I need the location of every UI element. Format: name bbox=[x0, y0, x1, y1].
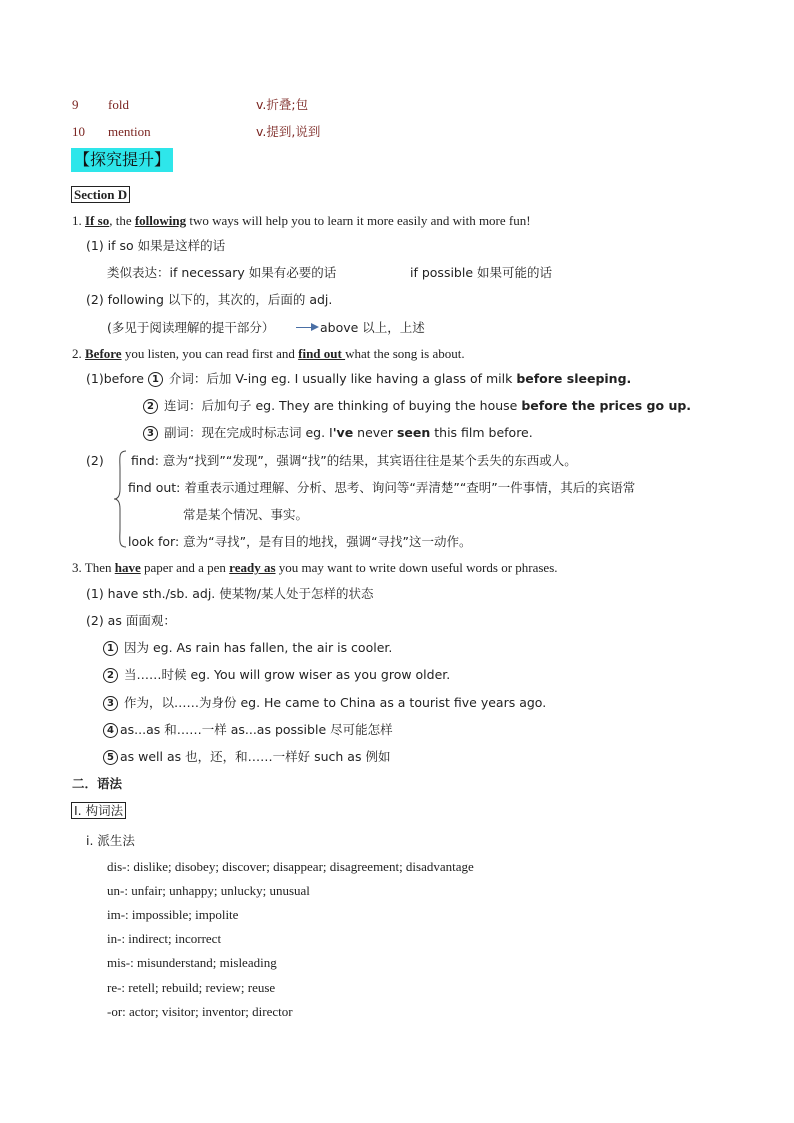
usage-text: 连词：后加句子 eg. They are thinking of buying the house bbox=[160, 398, 522, 413]
circled-number-icon: 3 bbox=[143, 426, 158, 441]
item-2-before-1 bbox=[86, 370, 631, 388]
section-d-box: Section D bbox=[71, 186, 130, 203]
item-2-sub-2-label: (2) bbox=[86, 453, 104, 468]
circled-number-icon: 2 bbox=[143, 399, 158, 414]
prefix-line: re-: retell; rebuild; review; reuse bbox=[107, 980, 276, 995]
arrow-right-icon bbox=[311, 323, 319, 331]
item-2-before-3 bbox=[143, 424, 533, 442]
key-phrase: following bbox=[134, 213, 187, 228]
usage-text: this film before. bbox=[430, 425, 533, 440]
key-phrase: find out bbox=[298, 346, 346, 361]
key-phrase: Before bbox=[85, 346, 122, 361]
vocab-meaning: v.折叠;包 bbox=[256, 97, 309, 112]
example-bold: before the prices go up. bbox=[521, 398, 692, 413]
circled-number-icon: 4 bbox=[103, 723, 118, 738]
as-usage bbox=[103, 748, 390, 766]
section-heading: 【探究提升】 bbox=[71, 148, 173, 172]
vocab-number: 10 bbox=[72, 124, 85, 139]
item-3-sub-2: (2) as 面面观： bbox=[86, 613, 176, 628]
sentence-text: you may want to write down useful words or phrases. bbox=[275, 560, 558, 575]
prefix-line: dis-: dislike; disobey; discover; disappear; disagreement; disadvantage bbox=[107, 859, 474, 874]
item-1-note: (多见于阅读理解的提干部分） bbox=[107, 320, 275, 335]
find-out-definition: find out: 着重表示通过理解、分析、思考、询问等“弄清楚”“查明”一件事情，其后的宾语常 bbox=[128, 480, 636, 495]
key-phrase: have bbox=[114, 560, 141, 575]
left-brace-icon bbox=[112, 449, 128, 549]
example-bold: seen bbox=[396, 425, 431, 440]
circled-number-icon: 5 bbox=[103, 750, 118, 765]
sentence-text: what the song is about. bbox=[345, 346, 465, 361]
item-3-sentence bbox=[72, 559, 558, 577]
item-1-similar-right: if possible 如果可能的话 bbox=[410, 265, 552, 280]
circled-number-icon: 1 bbox=[148, 372, 163, 387]
usage-text: 副词：现在完成时标志词 eg. I bbox=[160, 425, 333, 440]
word-formation-box: I. 构词法 bbox=[71, 802, 126, 819]
example-bold: 've bbox=[332, 425, 354, 440]
circled-number-icon: 1 bbox=[103, 641, 118, 656]
item-1-sub-2: (2) following 以下的，其次的，后面的 adj. bbox=[86, 292, 333, 307]
item-number: 3. bbox=[72, 560, 82, 575]
key-phrase: If so bbox=[85, 213, 110, 228]
prefix-line: mis-: misunderstand; misleading bbox=[107, 955, 277, 970]
vocab-word: mention bbox=[108, 124, 151, 139]
usage-text: 作为，以……为身份 eg. He came to China as a tourist five years ago. bbox=[120, 695, 547, 710]
item-1-note-arrow-text: above 以上，上述 bbox=[320, 320, 425, 335]
item-1-similar-left: 类似表达：if necessary 如果有必要的话 bbox=[107, 265, 337, 280]
derivation-heading: i. 派生法 bbox=[86, 833, 135, 848]
usage-text: 因为 eg. As rain has fallen, the air is cooler. bbox=[120, 640, 393, 655]
item-3-sub-1: (1) have sth./sb. adj. 使某物/某人处于怎样的状态 bbox=[86, 586, 374, 601]
usage-text: as...as 和……一样 as...as possible 尽可能怎样 bbox=[120, 722, 393, 737]
vocab-meaning: v.提到,说到 bbox=[256, 124, 321, 139]
vocab-number: 9 bbox=[72, 97, 79, 112]
sentence-text: you listen, you can read first and bbox=[121, 346, 299, 361]
item-2-sentence bbox=[72, 345, 465, 363]
vocab-word: fold bbox=[108, 97, 129, 112]
sub-label: (1)before bbox=[86, 371, 144, 386]
grammar-heading: 二．语法 bbox=[72, 776, 123, 791]
sentence-text: Then bbox=[84, 560, 115, 575]
sentence-text: two ways will help you to learn it more easily and with more fun! bbox=[186, 213, 531, 228]
sentence-text: , the bbox=[109, 213, 135, 228]
item-1-sentence bbox=[72, 212, 531, 230]
as-usage bbox=[103, 721, 393, 739]
usage-text: as well as 也，还，和……一样好 such as 例如 bbox=[120, 749, 391, 764]
prefix-line: in-: indirect; incorrect bbox=[107, 931, 222, 946]
prefix-line: un-: unfair; unhappy; unlucky; unusual bbox=[107, 883, 310, 898]
find-out-definition-cont: 常是某个情况、事实。 bbox=[183, 507, 309, 522]
usage-text: 介词：后加 V-ing eg. I usually like having a glass of milk bbox=[164, 371, 517, 386]
item-number: 1. bbox=[72, 213, 82, 228]
find-definition: find: 意为“找到”“发现”，强调“找”的结果，其宾语往往是某个丢失的东西或人。 bbox=[131, 453, 577, 468]
circled-number-icon: 2 bbox=[103, 668, 118, 683]
look-for-definition: look for: 意为“寻找”，是有目的地找，强调“寻找”这一动作。 bbox=[128, 534, 472, 549]
as-usage bbox=[103, 639, 392, 657]
arrow-line bbox=[296, 327, 312, 328]
word-formation-heading bbox=[71, 802, 126, 820]
section-d-label bbox=[71, 186, 130, 204]
usage-text: never bbox=[353, 425, 397, 440]
prefix-line: im-: impossible; impolite bbox=[107, 907, 239, 922]
usage-text: 当……时候 eg. You will grow wiser as you grow older. bbox=[120, 667, 451, 682]
sentence-text: paper and a pen bbox=[140, 560, 230, 575]
item-1-sub-1: (1) if so 如果是这样的话 bbox=[86, 238, 226, 253]
as-usage bbox=[103, 666, 450, 684]
key-phrase: ready as bbox=[229, 560, 276, 575]
prefix-line: -or: actor; visitor; inventor; director bbox=[107, 1004, 293, 1019]
item-2-before-2 bbox=[143, 397, 691, 415]
item-number: 2. bbox=[72, 346, 82, 361]
as-usage bbox=[103, 694, 546, 712]
circled-number-icon: 3 bbox=[103, 696, 118, 711]
example-bold: before sleeping. bbox=[516, 371, 632, 386]
